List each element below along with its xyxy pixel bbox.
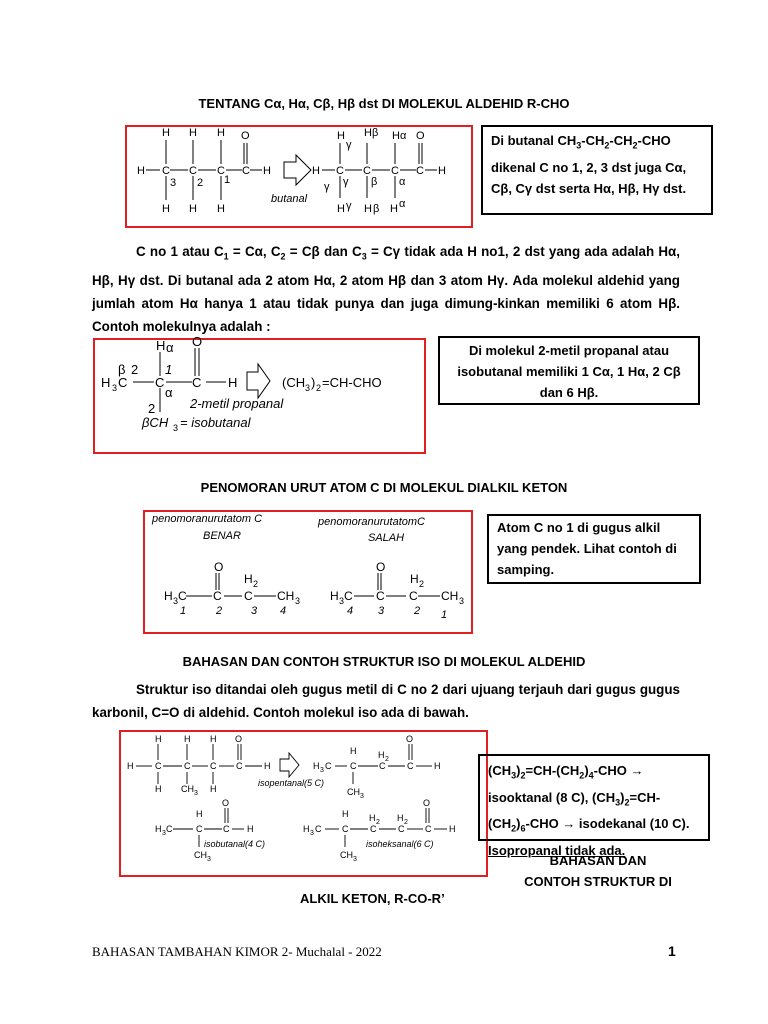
heading-ketone-numbering: PENOMORAN URUT ATOM C DI MOLEKUL DIALKIL KETON [200,480,568,495]
isobutanal-caption-1: 2-metil propanal [190,396,284,411]
svg-text:β: β [372,127,379,139]
svg-text:CH: CH [194,850,207,860]
svg-text:H: H [434,761,441,771]
isoheksanal-caption: isoheksanal(6 C) [366,839,434,849]
svg-text:H: H [390,203,398,215]
svg-text:3: 3 [305,383,311,393]
svg-text:βCH: βCH [142,415,169,430]
svg-text:O: O [406,734,414,744]
svg-text:3: 3 [207,856,211,863]
svg-text:H: H [196,809,203,819]
svg-text:γ: γ [324,181,330,193]
svg-text:C: C [325,761,332,771]
ketone-wrong-num: 4 [347,605,354,617]
svg-text:2: 2 [404,819,408,826]
svg-text:β: β [118,362,126,377]
svg-text:α: α [165,385,173,400]
svg-text:C: C [223,824,230,834]
svg-text:H: H [247,824,254,834]
svg-text:H: H [162,203,170,215]
iso-examples-box: $(CH_3)_2=CH-(CH_2)_4$-CHO → isooktanal (8 C), $(CH_3)_2=CH-(CH_2)_6$-CHO → isodekanal (10 C). Isopropanal tidak ada. [478,754,710,841]
ketone-numbering-frame [143,510,473,634]
svg-text:H: H [449,824,456,834]
svg-text:3: 3 [360,793,364,800]
svg-text:CH: CH [181,784,194,794]
butanal-structure-frame [125,125,473,228]
svg-text:H: H [217,127,225,139]
svg-text:H: H [337,130,345,142]
svg-text:3: 3 [459,596,465,606]
svg-text:C: C [118,375,128,390]
svg-text:3: 3 [310,830,314,837]
svg-text:3: 3 [173,423,179,433]
svg-text:C: C [350,761,357,771]
svg-text:3: 3 [295,596,301,606]
paragraph-iso-explanation: Struktur iso ditandai oleh gugus metil di C no 2 dari ujuang terjauh dari gugus gugus karbonil, C=O di aldehid. Contoh molekul iso ada di bawah. [92,682,680,720]
side-heading [482,850,714,892]
svg-text:C: C [178,589,187,603]
svg-text:3: 3 [173,596,179,606]
svg-text:C: C [407,761,414,771]
svg-text:C: C [192,375,202,390]
svg-text:H: H [337,203,345,215]
butanal-greek-beta: β [371,176,378,188]
butanal-greek-alpha: α [399,176,406,188]
svg-text:C: C [242,165,250,177]
butanal-num-2: 2 [197,177,204,189]
svg-text:H: H [155,784,162,794]
svg-text:1: 1 [165,362,173,377]
svg-text:O: O [423,798,431,808]
svg-text:H: H [303,824,310,834]
svg-text:C: C [217,165,225,177]
svg-text:H: H [164,589,173,603]
svg-text:H: H [127,761,134,771]
svg-text:H: H [217,203,225,215]
svg-text:3: 3 [353,856,357,863]
butanal-num-1: 1 [224,174,231,186]
svg-text:2: 2 [148,401,156,416]
svg-text:CH: CH [277,589,295,603]
svg-text:H: H [184,734,191,744]
svg-text:O: O [192,334,203,349]
svg-text:H: H [264,761,271,771]
svg-text:C: C [166,824,173,834]
isobutanal-info-box: Di molekul 2-metil propanal atau isobutanal memiliki 1 Cα, 1 Hα, 2 Cβ dan 6 Hβ. [438,336,700,405]
svg-text:H: H [410,572,419,586]
svg-text:H: H [101,375,111,390]
svg-text:H: H [210,734,217,744]
svg-text:C: C [370,824,377,834]
svg-text:O: O [241,130,250,142]
heading-alpha-beta: TENTANG Cα, Hα, Cβ, Hβ dst DI MOLEKUL ALDEHID R-CHO [198,96,570,111]
svg-text:2: 2 [316,383,322,393]
svg-text:C: C [244,589,253,603]
svg-text:1: 1 [441,609,448,621]
svg-text:2: 2 [131,362,139,377]
svg-text:C: C [342,824,349,834]
svg-text:H: H [364,203,372,215]
svg-text:3: 3 [320,767,324,774]
ketone-correct-label: BENAR [203,530,241,542]
svg-text:C: C [363,165,371,177]
svg-text:C: C [162,165,170,177]
isopropanal-note: Isopropanal tidak ada. [488,842,626,858]
svg-text:H: H [137,165,145,177]
svg-text:2: 2 [253,579,259,589]
svg-text:3: 3 [194,790,198,797]
isobutanal-structure-frame [93,338,426,454]
svg-text:C: C [376,589,385,603]
svg-text:4: 4 [280,605,287,617]
svg-text:C: C [398,824,405,834]
svg-text:C: C [425,824,432,834]
svg-text:O: O [235,734,243,744]
ketone-wrong-label: SALAH [368,532,405,544]
svg-text:H: H [155,824,162,834]
svg-text:H: H [189,203,197,215]
svg-text:H: H [228,375,238,390]
side-heading-line-1: BAHASAN DAN [549,853,647,868]
svg-text:C: C [184,761,191,771]
svg-text:C: C [196,824,203,834]
svg-text:2: 2 [216,605,223,617]
svg-text:2: 2 [385,756,389,763]
svg-text:C: C [155,375,165,390]
svg-text:C: C [210,761,217,771]
svg-text:H: H [438,165,446,177]
svg-text:H: H [312,165,320,177]
svg-text:C: C [379,761,386,771]
svg-text:α: α [400,130,407,142]
heading-alkyl-ketone: ALKIL KETON, R-CO-R’ [300,891,445,906]
paragraph-alpha-explanation: C no 1 atau $C_1 = C\alpha$, $C_2 = C\beta$ dan $C_3 = C\gamma$ tidak ada H no1, 2 dst yang ada adalah Hα, Hβ, Hγ dst. Di butanal ada 2 atom Hα, 2 atom Hβ dan 3 atom Hγ. Ada molekul aldehid yang jumlah atom Hα hanya 1 atau tidak punya dan juga dimung-kinkan memiliki 6 atom Hβ. Contoh molekulnya adalah : [92,244,681,334]
svg-text:α: α [166,340,174,355]
svg-text:H: H [378,750,385,760]
svg-text:=CH-CHO: =CH-CHO [322,375,382,390]
svg-text:C: C [409,589,418,603]
isopentanal-caption: isopentanal(5 C) [258,778,325,788]
ketone-correct-num: 1 [180,605,187,617]
svg-text:3: 3 [112,383,118,393]
isobutanal-caption: isobutanal(4 C) [204,839,266,849]
ketone-wrong-title: penomoranurutatomC [318,516,426,528]
svg-text:C: C [236,761,243,771]
svg-text:H: H [244,572,253,586]
svg-text:H: H [397,813,404,823]
svg-text:O: O [214,560,224,574]
svg-text:C: C [336,165,344,177]
svg-text:CH: CH [441,589,459,603]
svg-text:H: H [313,761,320,771]
heading-iso-aldehyde: BAHASAN DAN CONTOH STRUKTUR ISO DI MOLEKUL ALDEHID [182,654,586,669]
svg-text:H: H [350,746,357,756]
svg-text:H: H [342,809,349,819]
svg-text:C: C [344,589,353,603]
svg-text:H: H [156,338,166,353]
svg-text:3: 3 [162,830,166,837]
svg-text:γ: γ [346,139,352,151]
svg-text:γ: γ [346,200,352,212]
svg-text:): ) [311,375,316,390]
svg-text:CH: CH [340,850,353,860]
svg-text:C: C [315,824,322,834]
footer-text: BAHASAN TAMBAHAN KIMOR 2- Muchalal - 2022 [92,944,382,959]
svg-text:H: H [155,734,162,744]
svg-text:H: H [392,130,400,142]
page-number: 1 [668,943,676,959]
svg-text:(CH: (CH [282,375,306,390]
ketone-info-box: Atom C no 1 di gugus alkil yang pendek. Lihat contoh di samping. [487,514,701,584]
svg-text:C: C [189,165,197,177]
svg-text:3: 3 [378,605,385,617]
butanal-caption: butanal [271,193,308,205]
svg-text:O: O [416,130,425,142]
svg-text:2: 2 [419,579,425,589]
svg-text:H: H [210,784,217,794]
butanal-info-box: Di butanal $CH_3-CH_2-CH_2$-CHO dikenal C no 1, 2, 3 dst juga Cα, Cβ, Cγ dst serta Hα, Hβ, Hγ dst. [481,125,713,215]
iso-aldehyde-frame [119,730,488,877]
svg-text:C: C [416,165,424,177]
side-heading-line-2: CONTOH STRUKTUR DI [524,874,672,889]
svg-text:H: H [162,127,170,139]
svg-text:H: H [189,127,197,139]
svg-text:C: C [391,165,399,177]
svg-text:3: 3 [339,596,345,606]
svg-text:= isobutanal: = isobutanal [180,415,251,430]
svg-text:α: α [399,198,406,210]
svg-text:H: H [364,127,372,139]
butanal-greek-gamma: γ [343,176,349,188]
svg-text:H: H [369,813,376,823]
svg-text:O: O [222,798,230,808]
svg-text:CH: CH [347,787,360,797]
svg-text:H: H [263,165,271,177]
ketone-correct-title: penomoranurutatom C [152,513,263,525]
svg-text:O: O [376,560,386,574]
svg-text:β: β [373,203,380,215]
svg-text:2: 2 [376,819,380,826]
svg-text:C: C [155,761,162,771]
svg-text:C: C [213,589,222,603]
svg-text:H: H [330,589,339,603]
butanal-num-3: 3 [170,177,177,189]
svg-text:3: 3 [251,605,258,617]
svg-text:2: 2 [414,605,421,617]
